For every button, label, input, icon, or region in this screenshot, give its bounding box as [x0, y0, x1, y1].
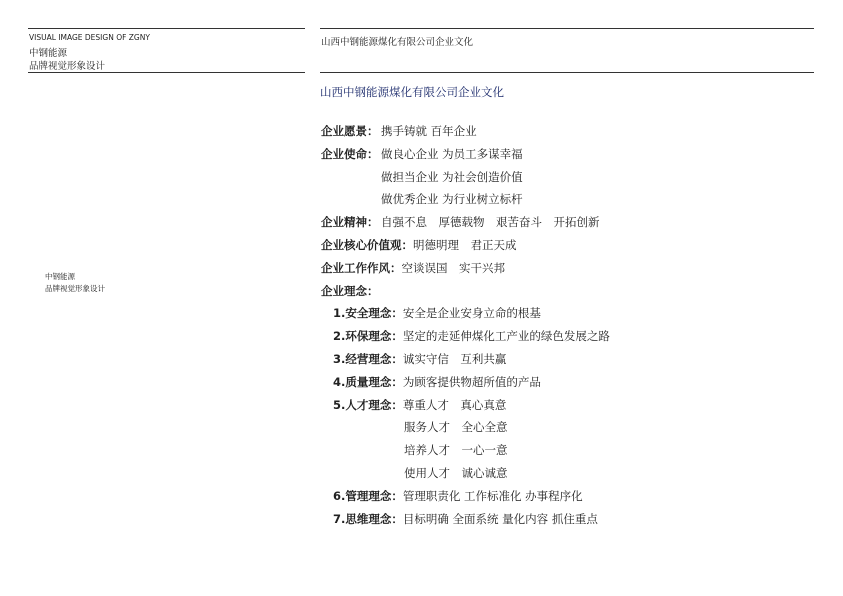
item-value: 使用人才 诚心诚意: [404, 466, 508, 480]
item-label: 6.管理理念：: [333, 488, 403, 503]
list-item: [333, 329, 610, 343]
top-rule-left: [28, 28, 305, 29]
bottom-rule-right: [320, 72, 814, 73]
top-rule-right: [320, 28, 814, 29]
item-value: 服务人才 全心全意: [404, 420, 508, 435]
item-label: 企业使命：: [321, 146, 379, 161]
item-value: 目标明确 全面系统 量化内容 抓住重点: [402, 511, 598, 526]
side-brand: 中钢能源: [45, 272, 75, 281]
page-title: 山西中钢能源煤化有限公司企业文化: [320, 85, 504, 99]
item-label: 1.安全理念：: [333, 306, 403, 321]
list-item: [321, 146, 523, 161]
item-value: 携手铸就 百年企业: [381, 124, 477, 138]
item-label: 3.经营理念：: [333, 352, 403, 366]
item-label: 7.思维理念：: [333, 511, 403, 526]
item-label: 企业理念：: [321, 283, 379, 298]
item-value: 做良心企业 为员工多谋幸福: [381, 146, 523, 161]
list-item: [321, 261, 505, 275]
item-value: 坚定的走延伸煤化工产业的绿色发展之路: [402, 329, 610, 344]
item-label: 5.人才理念：: [333, 397, 403, 412]
list-item: [333, 512, 598, 526]
list-item: [321, 284, 379, 298]
item-value: 做担当企业 为社会创造价值: [381, 169, 523, 184]
header-subtitle: 品牌视觉形象设计: [29, 61, 106, 72]
list-item: [333, 398, 506, 412]
item-label: 企业愿景：: [321, 124, 379, 138]
item-value: 尊重人才 真心真意: [402, 397, 507, 412]
item-value: 培养人才 一心一意: [404, 443, 508, 458]
bottom-rule-left: [28, 72, 305, 73]
item-value: 安全是企业安身立命的根基: [402, 306, 541, 321]
list-item: [333, 306, 541, 320]
item-value: 诚实守信 互利共赢: [402, 352, 507, 366]
header-en: VISUAL IMAGE DESIGN OF ZGNY: [29, 33, 150, 42]
item-label: 4.质量理念：: [333, 374, 403, 389]
side-subtitle: 品牌视觉形象设计: [45, 284, 105, 293]
list-item: [333, 489, 583, 503]
header-brand: 中钢能源: [29, 48, 68, 59]
header-right-title: 山西中钢能源煤化有限公司企业文化: [321, 37, 474, 48]
item-value: 明德明理 君正天成: [413, 238, 517, 252]
list-item: [333, 375, 541, 389]
item-value: 管理职责化 工作标准化 办事程序化: [402, 488, 583, 503]
item-value: 做优秀企业 为行业树立标杆: [381, 192, 523, 207]
item-value: 空谈误国 实干兴邦: [401, 260, 505, 275]
item-label: 2.环保理念：: [333, 329, 403, 344]
item-label: 企业工作作风：: [321, 260, 402, 275]
list-item: [321, 124, 477, 138]
item-value: 自强不息 厚德载物 艰苦奋斗 开拓创新: [381, 215, 600, 230]
item-value: 为顾客提供物超所值的产品: [402, 374, 541, 389]
list-item: [333, 352, 506, 366]
list-item: [321, 238, 517, 252]
item-label: 企业核心价值观：: [321, 238, 413, 252]
list-item: [321, 215, 600, 230]
item-label: 企业精神：: [321, 215, 379, 230]
